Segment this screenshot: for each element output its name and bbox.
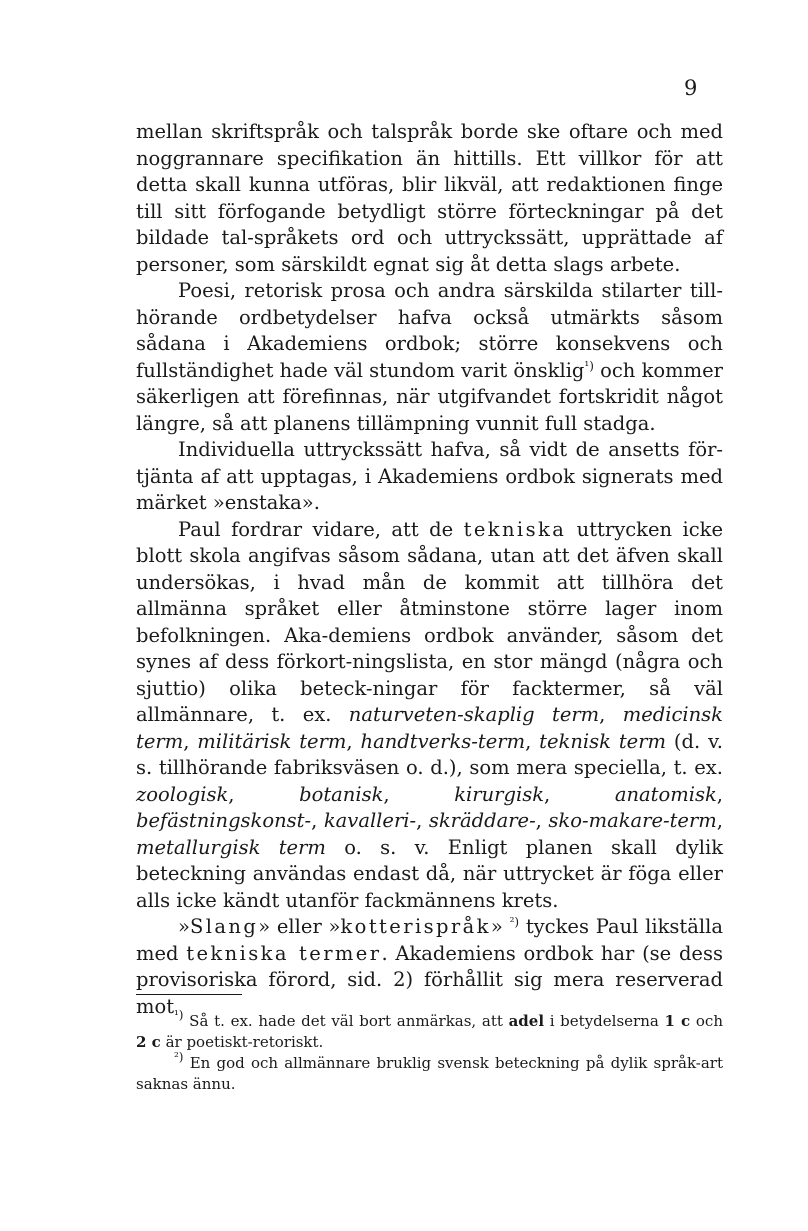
text-run: . Akademiens ordbok har (se dess provisoriska förord, sid. 2) förhållit sig mera reserverad mot [136,941,723,1018]
italic-term: militärisk term [197,729,347,753]
bold-term: 2 c [136,1033,161,1051]
italic-term: kavalleri- [323,809,417,832]
paragraph-5 [136,914,723,1020]
text-run: , [346,729,361,753]
bold-term: 1 c [664,1012,691,1030]
text-run: , [544,782,615,806]
spaced-term: tekniska [463,517,567,541]
text-run: » [490,915,510,938]
paragraph-2 [136,278,723,437]
italic-term: teknisk term [539,729,667,753]
spaced-term: kotterispråk [340,915,491,938]
text-run: Så t. ex. hade det väl bort anmärkas, att [183,1012,509,1030]
italic-term: skräddare- [428,809,536,832]
paragraph-2-text-b: och kommer säkerligen att förefinnas, när utgifvandet fortskridit något längre, så att planens tillämpning vunnit full stadga. [136,358,723,435]
text-run: , [311,809,324,832]
footnote-ref-2[interactable]: ²) [509,915,520,929]
text-run: (d. v. s. tillhörande fabriksväsen o. d.), som mera speciella, t. ex. [136,729,724,779]
text-run: uttrycken icke blott skola angifvas såsom sådana, utan att det äfven skall undersökas, i hvad mån de kommit att tillhöra det allmänna språket eller åtminstone större lager inom befolkningen. Aka-demiens ordbok använder, såsom det synes af dess förkort-ningslista, en stor mängd (några och sjuttio) olika beteck-ningar för facktermer, så väl allmännare, t. ex. [136,517,723,726]
text-run: tyckes Paul likställa med [136,915,723,965]
text-run: , [716,809,723,832]
text-run: och [690,1012,723,1030]
footnote-mark-1: ¹) [174,1008,184,1022]
body-text [136,119,723,1020]
italic-term: sko-makare-term [548,809,717,832]
text-run: , [716,782,723,806]
text-run: , [416,809,429,832]
text-run: , [183,729,198,753]
italic-term: medicinsk term [136,703,723,753]
paragraph-2-text-a: Poesi, retorisk prosa och andra särskilda stilarter till-hörande ordbetydelser hafva också utmärkts såsom sådana i Akademiens ordbok; större konsekvens och fullständighet hade väl stundom varit önsklig [136,279,723,382]
text-run: , [228,782,300,806]
italic-term: metallurgisk term [136,835,326,859]
bold-term: adel [508,1012,545,1030]
page-number: 9 [684,76,698,100]
text-run: o. s. v. Enligt planen skall dylik beteckning användas endast då, när uttrycket är föga eller alls icke kändt utanför fackmännens krets. [136,835,724,912]
text-run: i betydelserna [544,1012,665,1030]
text-run: En god och allmännare bruklig svensk beteckning på dylik språk-art saknas ännu. [136,1054,723,1093]
italic-term: befästningskonst- [136,809,312,832]
spaced-term: Slang [189,915,259,938]
footnote-mark-2: ²) [174,1050,184,1064]
paragraph-3: Individuella uttryckssätt hafva, så vidt de ansetts för-tjänta af att upptagas, i Akademiens ordbok signerats med märket »enstaka». [136,438,723,514]
paragraph-4 [136,517,723,915]
text-run: , [599,703,623,726]
text-run: , [525,729,540,753]
paragraph-1: mellan skriftspråk och talspråk borde ske oftare och med noggrannare specifikation än hittills. Ett villkor för att detta skall kunna utföras, blir likväl, att redaktionen finge till sitt förfogande betydligt större förteckningar på det bildade tal-språkets ord och uttryckssätt, upprättade af personer, som särskildt egnat sig åt detta slags arbete. [136,120,723,276]
footnote-1 [136,1008,723,1053]
italic-term: anatomisk [614,782,717,806]
italic-term: zoologisk [136,782,229,806]
italic-term: handtverks-term [360,729,526,753]
footnote-2 [136,1050,723,1095]
text-run: Paul fordrar vidare, att de [178,517,464,541]
text-run: är poetiskt-retoriskt. [160,1033,324,1051]
footnote-ref-1[interactable]: ¹) [584,358,594,373]
text-run: » eller » [258,915,341,938]
footnote-divider [136,994,242,995]
text-run: , [535,809,549,832]
footnotes [136,1008,723,1095]
text-run: » [178,915,190,938]
italic-term: naturveten-skaplig term [348,703,600,726]
italic-term: kirurgisk [454,782,545,806]
italic-term: botanisk [299,782,384,806]
spaced-term: tekniska termer [186,941,382,965]
text-run: , [383,782,455,806]
